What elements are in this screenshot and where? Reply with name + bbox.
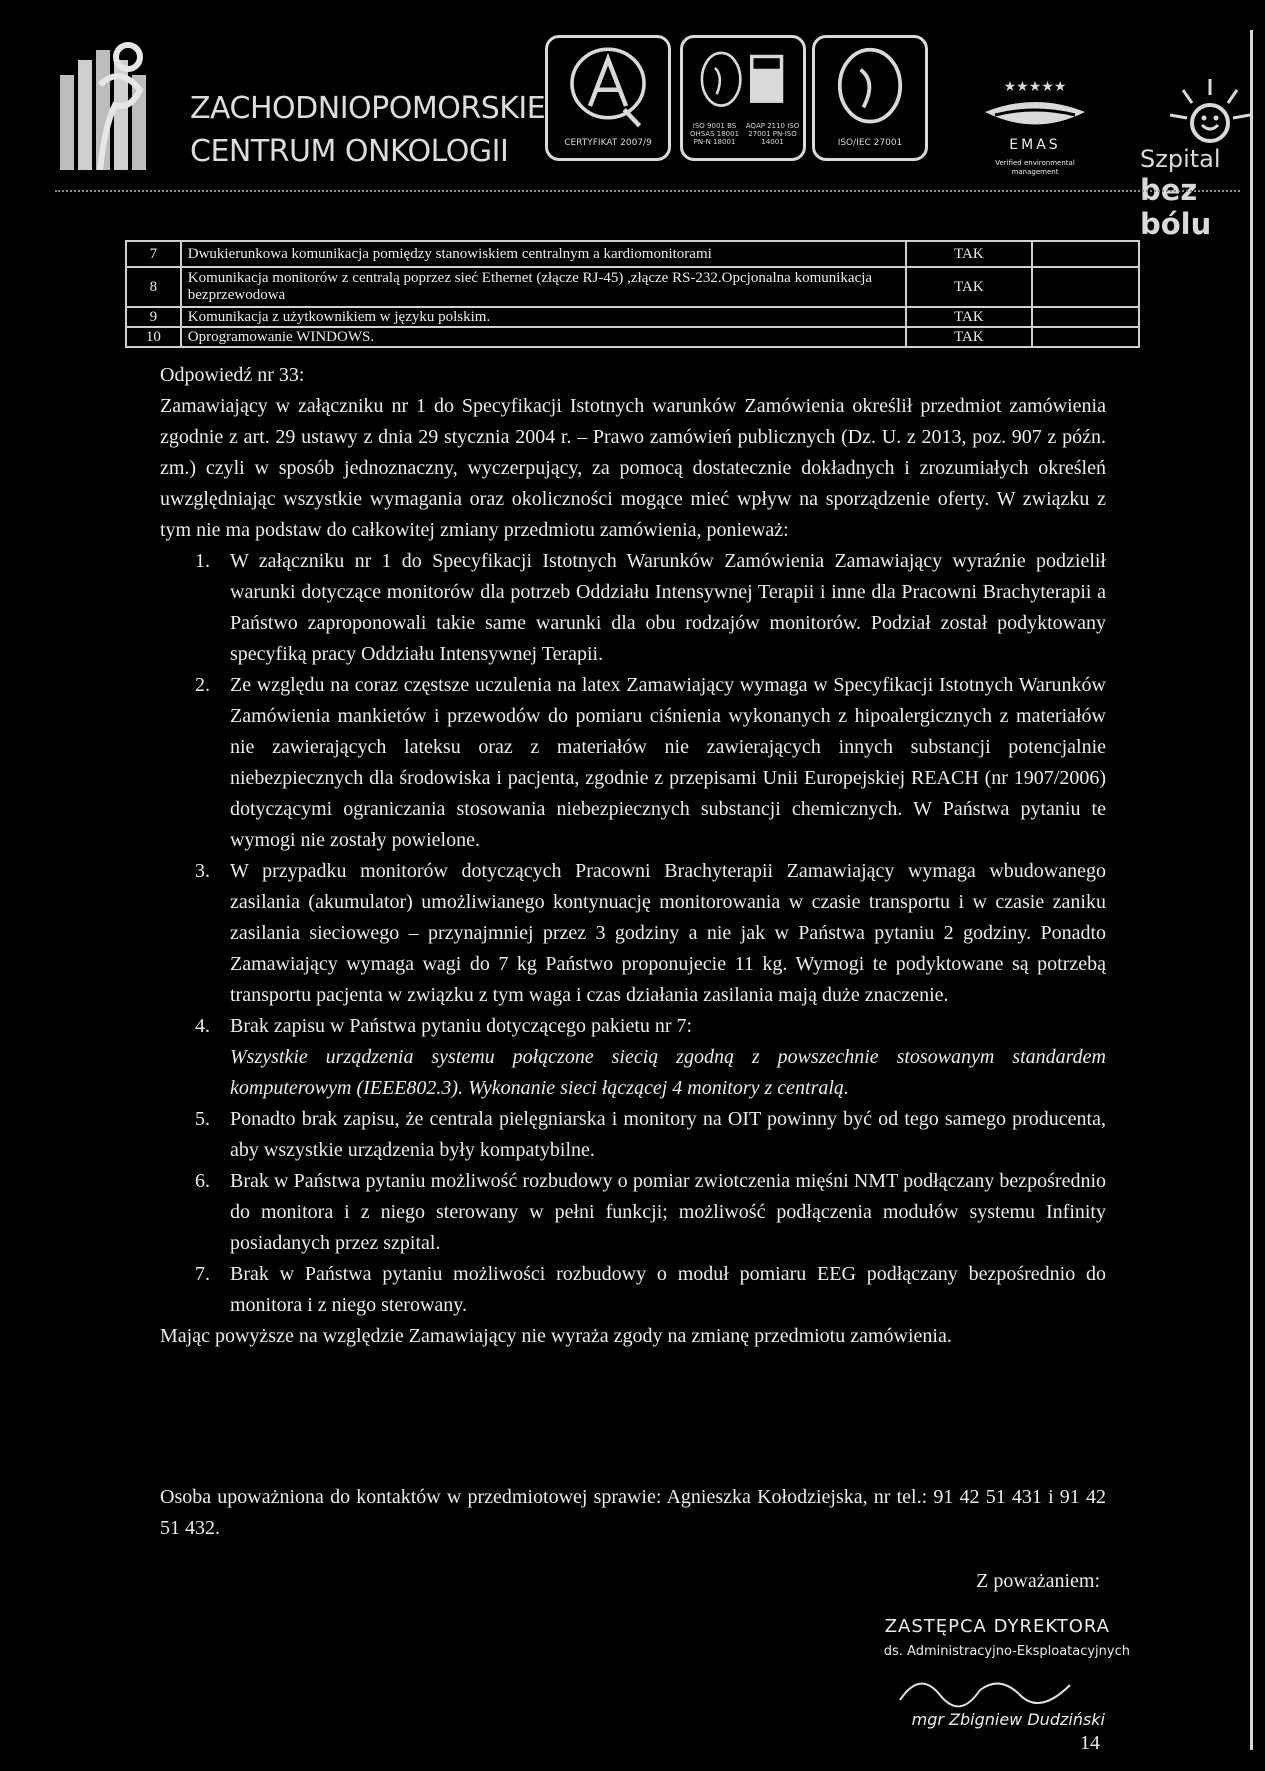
- letterhead: [60, 35, 1245, 241]
- signature-block: [840, 1570, 1140, 1755]
- row-value: TAK: [906, 267, 1031, 307]
- iso-27001-label: ISO/IEC 27001: [837, 138, 903, 148]
- signatory-department: ds. Administracyjno-Eksploatacyjnych: [883, 1644, 1130, 1659]
- list-text: Brak w Państwa pytaniu możliwość rozbudowy o pomiar zwiotczenia mięśni NMT podłączany bezpośrednio do monitora i z niego sterowany w pełni funkcji; możliwość podłączenia modułów systemu Infinity posiadanych przez szpital.: [230, 1170, 1106, 1254]
- intro-paragraph: Zamawiający w załączniku nr 1 do Specyfikacji Istotnych warunków Zamówienia określił przedmiot zamówienia zgodnie z art. 29 ustawy z dnia 29 stycznia 2004 r. – Prawo zamówień publicznych (Dz. U. z 2013, poz. 907 z późn. zm.) czyli w sposób jednoznaczny, wyczerpujący, za pomocą dostatecznie dokładnych i zrozumiałych określeń uwzględniając wszystkie wymagania oraz okoliczności mogące mieć wpływ na sporządzenie oferty. W związku z tym nie ma podstaw do całkowitej zmiany przedmiotu zamówienia, ponieważ:: [160, 395, 1106, 541]
- list-item: [160, 1166, 1106, 1259]
- conclusion-paragraph: Mając powyższe na względzie Zamawiający nie wyraża zgody na zmianę przedmiotu zamówienia.: [160, 1325, 952, 1347]
- row-number: 8: [126, 267, 181, 307]
- table-row: [126, 267, 1139, 307]
- list-text: Brak zapisu w Państwa pytaniu dotyczącego pakietu nr 7:: [230, 1015, 693, 1037]
- quality-certificate-badge: [545, 35, 671, 161]
- contact-paragraph: Osoba upoważniona do kontaktów w przedmiotowej sprawie: Agnieszka Kołodziejska, nr tel.: 91 42 51 431 i 91 42 51 432.: [160, 1486, 1106, 1539]
- list-number: 3.: [195, 860, 210, 882]
- list-text: Brak w Państwa pytaniu możliwości rozbudowy o moduł pomiaru EEG podłączany bezpośrednio do monitora i z niego sterowany.: [230, 1263, 1106, 1316]
- iso-27001-seal-icon: [815, 46, 925, 131]
- row-number: 7: [126, 241, 181, 267]
- szpital-line1: Szpital: [1140, 145, 1221, 173]
- hospital-name-line1: ZACHODNIOPOMORSKIE: [190, 91, 546, 126]
- signatory-name: mgr Zbigniew Dudziński: [911, 1710, 1105, 1729]
- list-item: [160, 670, 1106, 856]
- list-number: 2.: [195, 674, 210, 696]
- row-description: Dwukierunkowa komunikacja pomiędzy stanowiskiem centralnym a kardiomonitorami: [181, 241, 907, 267]
- row-description: Komunikacja monitorów z centralą poprzez sieć Ethernet (złącze RJ-45) ,złącze RS-232.Opcjonalna komunikacja bezprzewodowa: [181, 267, 907, 307]
- greeting: Z poważaniem:: [976, 1570, 1100, 1592]
- emas-label: EMAS: [1009, 137, 1061, 153]
- emas-subtext: Verified environmental management: [995, 159, 1075, 176]
- list-item: [160, 856, 1106, 1011]
- list-text: Ponadto brak zapisu, że centrala pielęgniarska i monitory na OIT powinny być od tego samego producenta, aby wszystkie urządzenia były kompatybilne.: [230, 1108, 1106, 1161]
- list-text: Ze względu na coraz częstsze uczulenia na latex Zamawiający wymaga w Specyfikacji Istotnych Warunków Zamówienia mankietów i przewodów do pomiaru ciśnienia wykonanych z hipoalergicznych z materiałów nie zawierających lateksu oraz z materiałów nie zawierających innych substancji potencjalnie niebezpiecznych dla środowiska i pacjenta, zgodnie z przepisami Unii Europejskiej REACH (nr 1907/2006) dotyczącymi ograniczania stosowania niebezpiecznych substancji chemicznych. W Państwa pytaniu te wymogi nie zostały powielone.: [230, 674, 1106, 851]
- szpital-bez-bolu-logo: [1070, 75, 1265, 241]
- row-value: TAK: [906, 327, 1031, 347]
- list-text: W przypadku monitorów dotyczących Pracowni Brachyterapii Zamawiający wymaga wbudowanego zasilania (akumulator) umożliwianego kontynuację monitorowania w czasie transportu i w czasie zaniku zasilania sieciowego – przynajmniej przez 3 godziny a nie jak w Państwa pytaniu 2 godziny. Ponadto Zamawiający wymaga wagi do 7 kg Państwo proponujecie 11 kg. Wymogi te podyktowane są potrzebą transportu pacjenta w związku z tym waga i czas działania zasilania mają duże znaczenie.: [230, 860, 1106, 1006]
- list-number: 5.: [195, 1108, 210, 1130]
- row-empty-cell: [1032, 327, 1139, 347]
- list-number: 7.: [195, 1263, 210, 1285]
- page-edge-line: [1250, 30, 1253, 1750]
- quality-seal-icon: [548, 43, 668, 133]
- list-item: [160, 1011, 1106, 1104]
- hospital-logo-icon: [60, 35, 170, 170]
- iso-left-label: ISO 9001 BS OHSAS 18001 PN-N 18001: [689, 122, 740, 146]
- iso-seal-icon: [683, 46, 803, 116]
- row-value: TAK: [906, 241, 1031, 267]
- list-number: 6.: [195, 1170, 210, 1192]
- contact-section: [160, 1482, 1106, 1544]
- list-item: [160, 1104, 1106, 1166]
- row-empty-cell: [1032, 307, 1139, 327]
- row-empty-cell: [1032, 241, 1139, 267]
- spec-table: [125, 240, 1140, 348]
- quoted-requirement: Wszystkie urządzenia systemu połączone siecią zgodną z powszechnie stosowanym standardem komputerowym (IEEE802.3). Wykonanie sieci łączącej 4 monitory z centralą.: [230, 1046, 1106, 1099]
- list-item: [160, 1259, 1106, 1321]
- iso-right-label: AQAP 2110 ISO 27001 PN-ISO 14001: [745, 122, 800, 146]
- table-row: [126, 327, 1139, 347]
- signatory-title: ZASTĘPCA DYREKTORA: [884, 1616, 1110, 1637]
- table-row: [126, 241, 1139, 267]
- handwritten-signature-icon: [890, 1665, 1090, 1715]
- answer-heading: Odpowiedź nr 33:: [160, 364, 305, 386]
- list-number: 1.: [195, 550, 210, 572]
- hospital-name: [190, 87, 545, 173]
- szpital-line2: bez bólu: [1140, 173, 1212, 241]
- row-value: TAK: [906, 307, 1031, 327]
- reasons-list: [160, 546, 1106, 1321]
- row-description: Komunikacja z użytkownikiem w języku polskim.: [181, 307, 907, 327]
- letter-body: [160, 360, 1106, 1352]
- row-number: 10: [126, 327, 181, 347]
- row-number: 9: [126, 307, 181, 327]
- certificate-label: CERTYFIKAT 2007/9: [564, 138, 652, 148]
- page-number: 14: [1080, 1732, 1100, 1754]
- hospital-name-line2: CENTRUM ONKOLOGII: [190, 134, 509, 169]
- iso-27001-badge: [812, 35, 928, 161]
- iso-certification-badge: [680, 35, 806, 161]
- list-item: [160, 546, 1106, 670]
- row-description: Oprogramowanie WINDOWS.: [181, 327, 907, 347]
- list-number: 4.: [195, 1015, 210, 1037]
- table-row: [126, 307, 1139, 327]
- row-empty-cell: [1032, 267, 1139, 307]
- list-text: W załączniku nr 1 do Specyfikacji Istotnych Warunków Zamówienia Zamawiający wyraźnie podzielił warunki dotyczące monitorów dla potrzeb Oddziału Intensywnej Terapii i inne dla Pracowni Brachyterapii a Państwo zaproponowali takie same warunki dla obu rodzajów monitorów. Podział został podyktowany specyfiką pracy Oddziału Intensywnej Terapii.: [230, 550, 1106, 665]
- header-divider: [55, 190, 1240, 194]
- svg-text:★★★★★: ★★★★★: [1003, 79, 1067, 95]
